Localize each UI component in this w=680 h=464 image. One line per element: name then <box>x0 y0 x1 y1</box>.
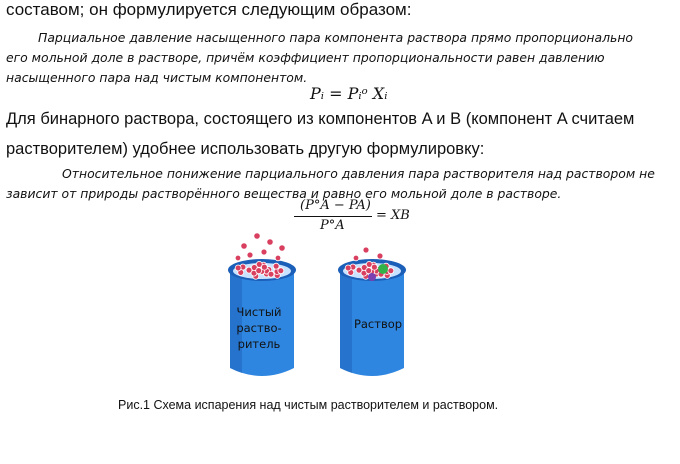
solvent-molecule <box>273 263 279 269</box>
paragraph-line-2: растворителем) удобнее использовать другую формулировку: <box>6 140 485 158</box>
solvent-molecule <box>256 268 262 274</box>
formula-rhs: = XB <box>376 208 410 223</box>
solvent-molecule <box>278 268 284 274</box>
law1-line-1: Парциальное давление насыщенного пара компонента раствора прямо пропорционально <box>38 30 634 45</box>
solvent-molecule <box>371 264 377 270</box>
solvent-molecules-left <box>235 233 285 279</box>
pure-solvent-label-line: ритель <box>237 337 281 351</box>
solvent-molecule <box>268 271 274 277</box>
law2-line-2: зависит от природы растворённого вещества и равно его мольной доле в растворе. <box>6 186 562 201</box>
solvent-molecule <box>261 249 267 255</box>
solvent-molecule <box>377 253 383 259</box>
paragraph-line-1: Для бинарного раствора, состоящего из компонентов A и B (компонент A считаем <box>6 110 635 128</box>
solute-particle-purple <box>368 273 376 281</box>
solvent-molecule <box>275 255 281 261</box>
solute-particle-green <box>378 264 388 274</box>
solvent-molecule <box>267 239 273 245</box>
solvent-molecule <box>366 268 372 274</box>
raoult-formula: Pᵢ = Pᵢᵒ Xᵢ <box>310 84 388 103</box>
solvent-molecule <box>353 255 359 261</box>
solvent-molecule <box>388 268 394 274</box>
lead-line: составом; он формулируется следующим образом: <box>6 0 412 19</box>
law1-line-3: насыщенного пара над чистым компонентом. <box>6 70 308 85</box>
fraction-bar <box>294 216 372 217</box>
solvent-molecule <box>247 252 253 258</box>
pure-solvent-label-line: Чистый <box>236 305 282 319</box>
solvent-molecule <box>254 233 260 239</box>
pure-solvent-label <box>226 304 292 352</box>
solvent-molecule <box>241 243 247 249</box>
solution-label: Раствор <box>353 317 403 331</box>
formula-denominator: P°A <box>320 218 345 233</box>
solvent-molecule <box>345 265 351 271</box>
solvent-molecule <box>235 265 241 271</box>
solvent-molecule <box>279 245 285 251</box>
solvent-molecule <box>261 264 267 270</box>
pure-solvent-label-line: раство- <box>236 321 282 335</box>
solvent-molecule <box>235 255 241 261</box>
law1-line-2: его мольной доле в растворе, причём коэффициент пропорциональности равен давлению <box>6 50 605 65</box>
solvent-molecule <box>363 247 369 253</box>
law2-line-1: Относительное понижение парциального давления пара растворителя над раствором не <box>62 166 655 181</box>
formula-numerator: (P°A − PA) <box>300 198 371 213</box>
figure-caption: Рис.1 Схема испарения над чистым растворителем и раствором. <box>118 398 499 412</box>
